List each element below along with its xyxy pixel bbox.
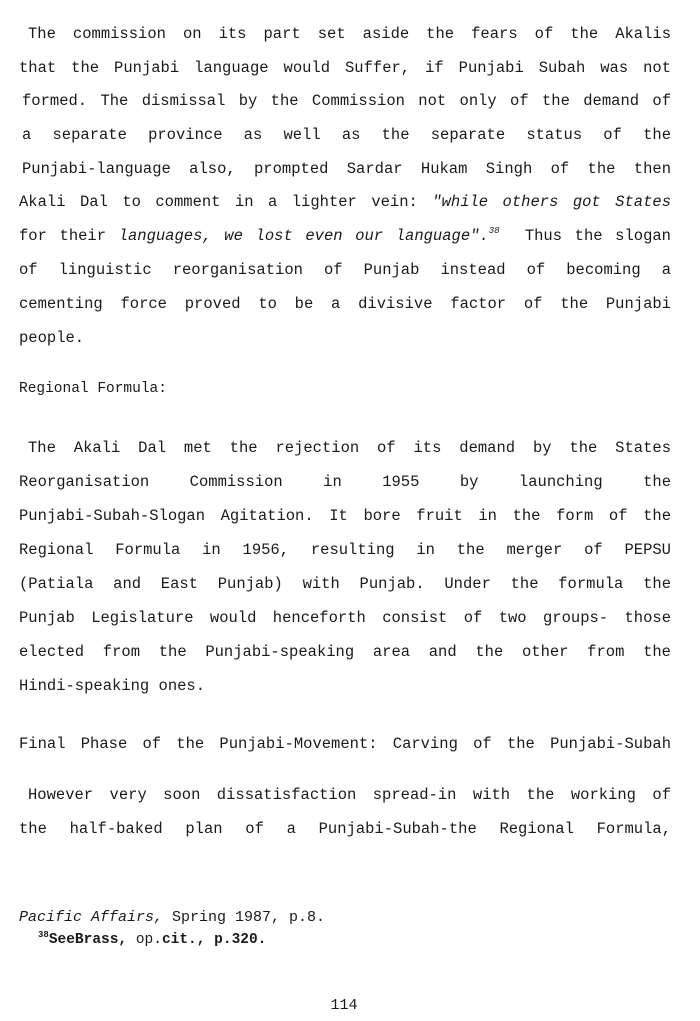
paragraph-2-line-3: Punjabi-Subah-Slogan Agitation. It bore fruit in the form of the [19,507,671,525]
paragraph-2-line-8: Hindi-speaking ones. [19,677,206,695]
footnote-ref-38[interactable]: 38 [488,226,500,236]
paragraph-1-line-3: formed. The dismissal by the Commission not only of the demand of [22,92,671,110]
paragraph-3-line-1: However very soon dissatisfaction spread-in with the working of [28,786,671,804]
paragraph-1-line-10: people. [19,329,85,347]
paragraph-1-line-6 [19,192,671,212]
section-heading-final-phase: Final Phase of the Punjabi-Movement: Carving of the Punjabi-Subah [19,735,671,753]
section-heading-regional-formula: Regional Formula: [19,381,167,397]
citation-detail: Spring 1987, p.8. [163,909,326,926]
journal-title: Pacific Affairs, [19,909,164,926]
paragraph-1-line-7 [19,226,671,246]
paragraph-2-line-1: The Akali Dal met the rejection of its demand by the States [28,439,671,457]
footnote-38 [19,930,325,952]
quote-italic: "while others got States [432,193,671,211]
paragraph-2-line-7: elected from the Punjabi-speaking area and the other from the [19,643,671,661]
footnote-number: 38 [38,930,49,940]
text-span: Thus the slogan [524,227,671,245]
quote-italic: languages, we lost even our language". [118,227,489,245]
paragraph-1-line-4: a separate province as well as the separate status of the [22,126,671,144]
paragraph-2-line-2: Reorganisation Commission in 1955 by launching the [19,473,671,491]
paragraph-1-line-8: of linguistic reorganisation of Punjab instead of becoming a [19,261,671,279]
paragraph-3-line-2: the half-baked plan of a Punjabi-Subah-the Regional Formula, [19,820,671,838]
footnotes [19,908,325,952]
paragraph-2-line-4: Regional Formula in 1956, resulting in the merger of PEPSU [19,541,671,559]
paragraph-1-line-5: Punjabi-language also, prompted Sardar Hukam Singh of the then [22,160,671,178]
text-span: that the Punjabi language would Suffer, if Punjabi Subah was not [19,59,671,77]
paragraph-1-line-9: cementing force proved to be a divisive factor of the Punjabi [19,295,671,313]
page-number: 114 [330,997,358,1014]
paragraph-1-line-2 [19,58,671,78]
paragraph-1-line-1: The commission on its part set aside the fears of the Akalis [28,25,671,43]
text-span: Akali Dal to comment in a lighter vein: [19,193,418,211]
paragraph-2-line-5: (Patiala and East Punjab) with Punjab. Under the formula the [19,575,671,593]
footnote-prev-source [19,908,325,930]
footnote-opcit: op. [127,932,162,948]
footnote-see: SeeBrass, [48,932,128,948]
footnote-cit: cit., p.320. [161,932,267,948]
text-span: for their [19,227,107,245]
paragraph-2-line-6: Punjab Legislature would henceforth consist of two groups- those [19,609,671,627]
